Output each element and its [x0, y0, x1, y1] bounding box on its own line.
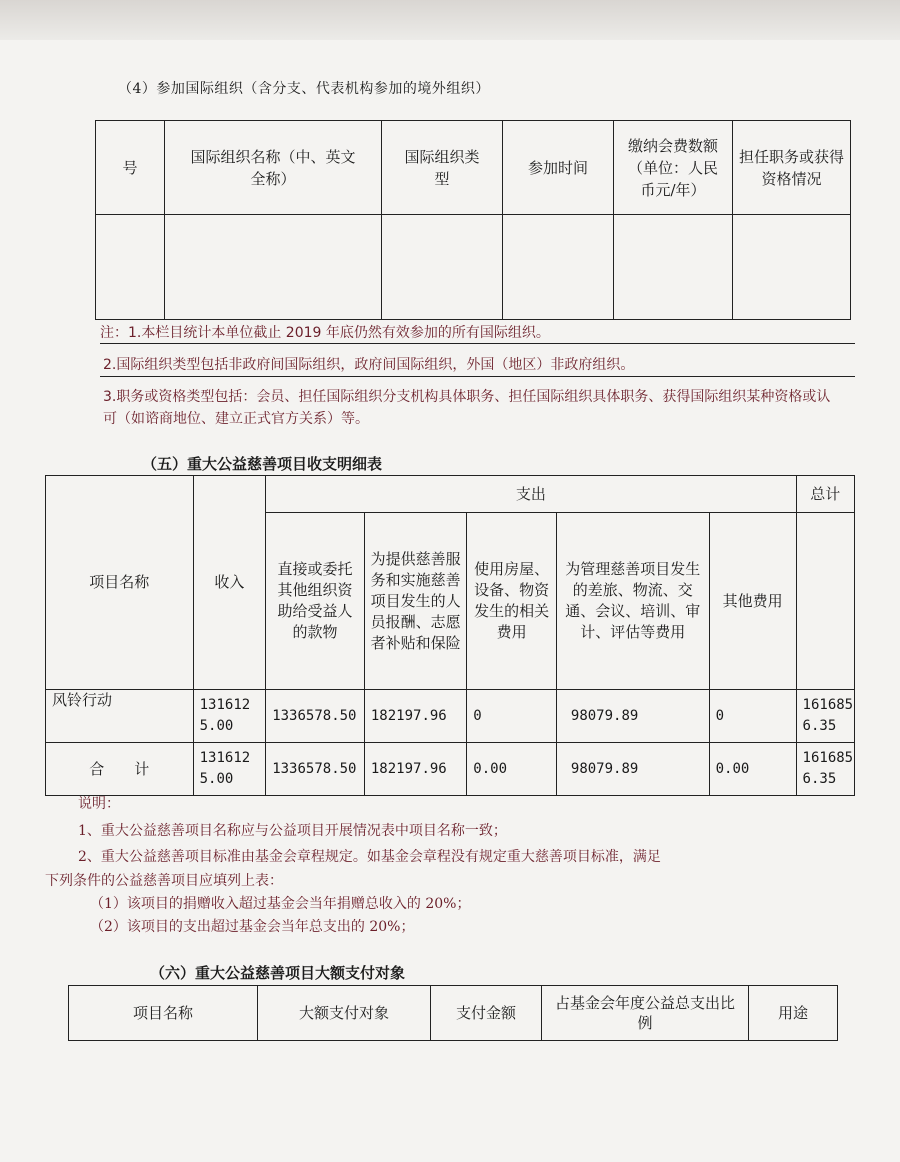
empty-cell: [614, 215, 733, 320]
personnel-value: 182197.96: [364, 743, 466, 796]
sub-col-facility: 使用房屋、设备、物资发生的相关费用: [467, 513, 557, 690]
col-ratio: 占基金会年度公益总支出比例: [542, 986, 749, 1041]
large-payment-table: [68, 985, 838, 1041]
note-1: 注：1.本栏目统计本单位截止 2019 年底仍然有效参加的所有国际组织。: [100, 325, 550, 341]
explain-title: 说明：: [78, 796, 120, 812]
project-name: 风铃行动: [46, 690, 194, 743]
note-2: 2.国际组织类型包括非政府间国际组织，政府间国际组织，外国（地区）非政府组织。: [103, 357, 635, 373]
management-value: 98079.89: [556, 743, 709, 796]
table-row: [46, 690, 855, 743]
col-fee: 缴纳会费数额（单位：人民币元/年）: [614, 121, 733, 215]
explain-4: （1）该项目的捐赠收入超过基金会当年捐赠总收入的 20%；: [90, 896, 471, 912]
col-org-name: 国际组织名称（中、英文全称）: [165, 121, 382, 215]
divider: [100, 343, 855, 344]
sub-col-grant: 直接或委托其他组织资助给受益人的款物: [266, 513, 365, 690]
empty-cell: [503, 215, 614, 320]
col-payee: 大额支付对象: [258, 986, 431, 1041]
empty-cell: [165, 215, 382, 320]
col-org-type: 国际组织类型: [382, 121, 503, 215]
col-position: 担任职务或获得资格情况: [733, 121, 851, 215]
empty-cell: [96, 215, 165, 320]
explain-5: （2）该项目的支出超过基金会当年总支出的 20%；: [90, 919, 415, 935]
empty-cell: [733, 215, 851, 320]
grant-value: 1336578.50: [266, 690, 365, 743]
col-total: 总计: [796, 476, 854, 513]
divider: [100, 376, 855, 377]
grant-value: 1336578.50: [266, 743, 365, 796]
total-value: 1616856.35: [796, 743, 854, 796]
section6-title: （六）重大公益慈善项目大额支付对象: [150, 964, 406, 982]
section4-title: （4）参加国际组织（含分支、代表机构参加的境外组织）: [118, 81, 490, 97]
sub-col-other: 其他费用: [709, 513, 796, 690]
empty-cell: [382, 215, 503, 320]
col-usage: 用途: [749, 986, 838, 1041]
explain-3: 下列条件的公益慈善项目应填列上表：: [45, 873, 283, 889]
income-value: 1316125.00: [193, 690, 266, 743]
other-value: 0.00: [709, 743, 796, 796]
management-value: 98079.89: [556, 690, 709, 743]
explain-2: 2、重大公益慈善项目标准由基金会章程规定。如基金会章程没有规定重大慈善项目标准，满足: [78, 849, 661, 865]
other-value: 0: [709, 690, 796, 743]
empty-cell: [796, 513, 854, 690]
personnel-value: 182197.96: [364, 690, 466, 743]
income-value: 1316125.00: [193, 743, 266, 796]
page-top-shadow: [0, 0, 900, 40]
sub-col-management: 为管理慈善项目发生的差旅、物流、交通、会议、培训、审计、评估等费用: [556, 513, 709, 690]
facility-value: 0: [467, 690, 557, 743]
col-join-time: 参加时间: [503, 121, 614, 215]
international-org-table: [95, 120, 851, 320]
project-name: 合 计: [46, 743, 194, 796]
note-3: 3.职务或资格类型包括：会员、担任国际组织分支机构具体职务、担任国际组织具体职务、获得国际组织某种资格或认可（如谘商地位、建立正式官方关系）等。: [103, 389, 831, 427]
table-row: [46, 743, 855, 796]
total-value: 1616856.35: [796, 690, 854, 743]
col-income: 收入: [193, 476, 266, 690]
col-expense: 支出: [266, 476, 796, 513]
explain-1: 1、重大公益慈善项目名称应与公益项目开展情况表中项目名称一致；: [78, 823, 507, 839]
section5-title: （五）重大公益慈善项目收支明细表: [142, 455, 383, 473]
facility-value: 0.00: [467, 743, 557, 796]
col-number: 号: [96, 121, 165, 215]
col-project-name: 项目名称: [69, 986, 258, 1041]
major-project-table: [45, 475, 855, 796]
sub-col-personnel: 为提供慈善服务和实施慈善项目发生的人员报酬、志愿者补贴和保险: [364, 513, 466, 690]
col-project-name: 项目名称: [46, 476, 194, 690]
col-amount: 支付金额: [431, 986, 542, 1041]
